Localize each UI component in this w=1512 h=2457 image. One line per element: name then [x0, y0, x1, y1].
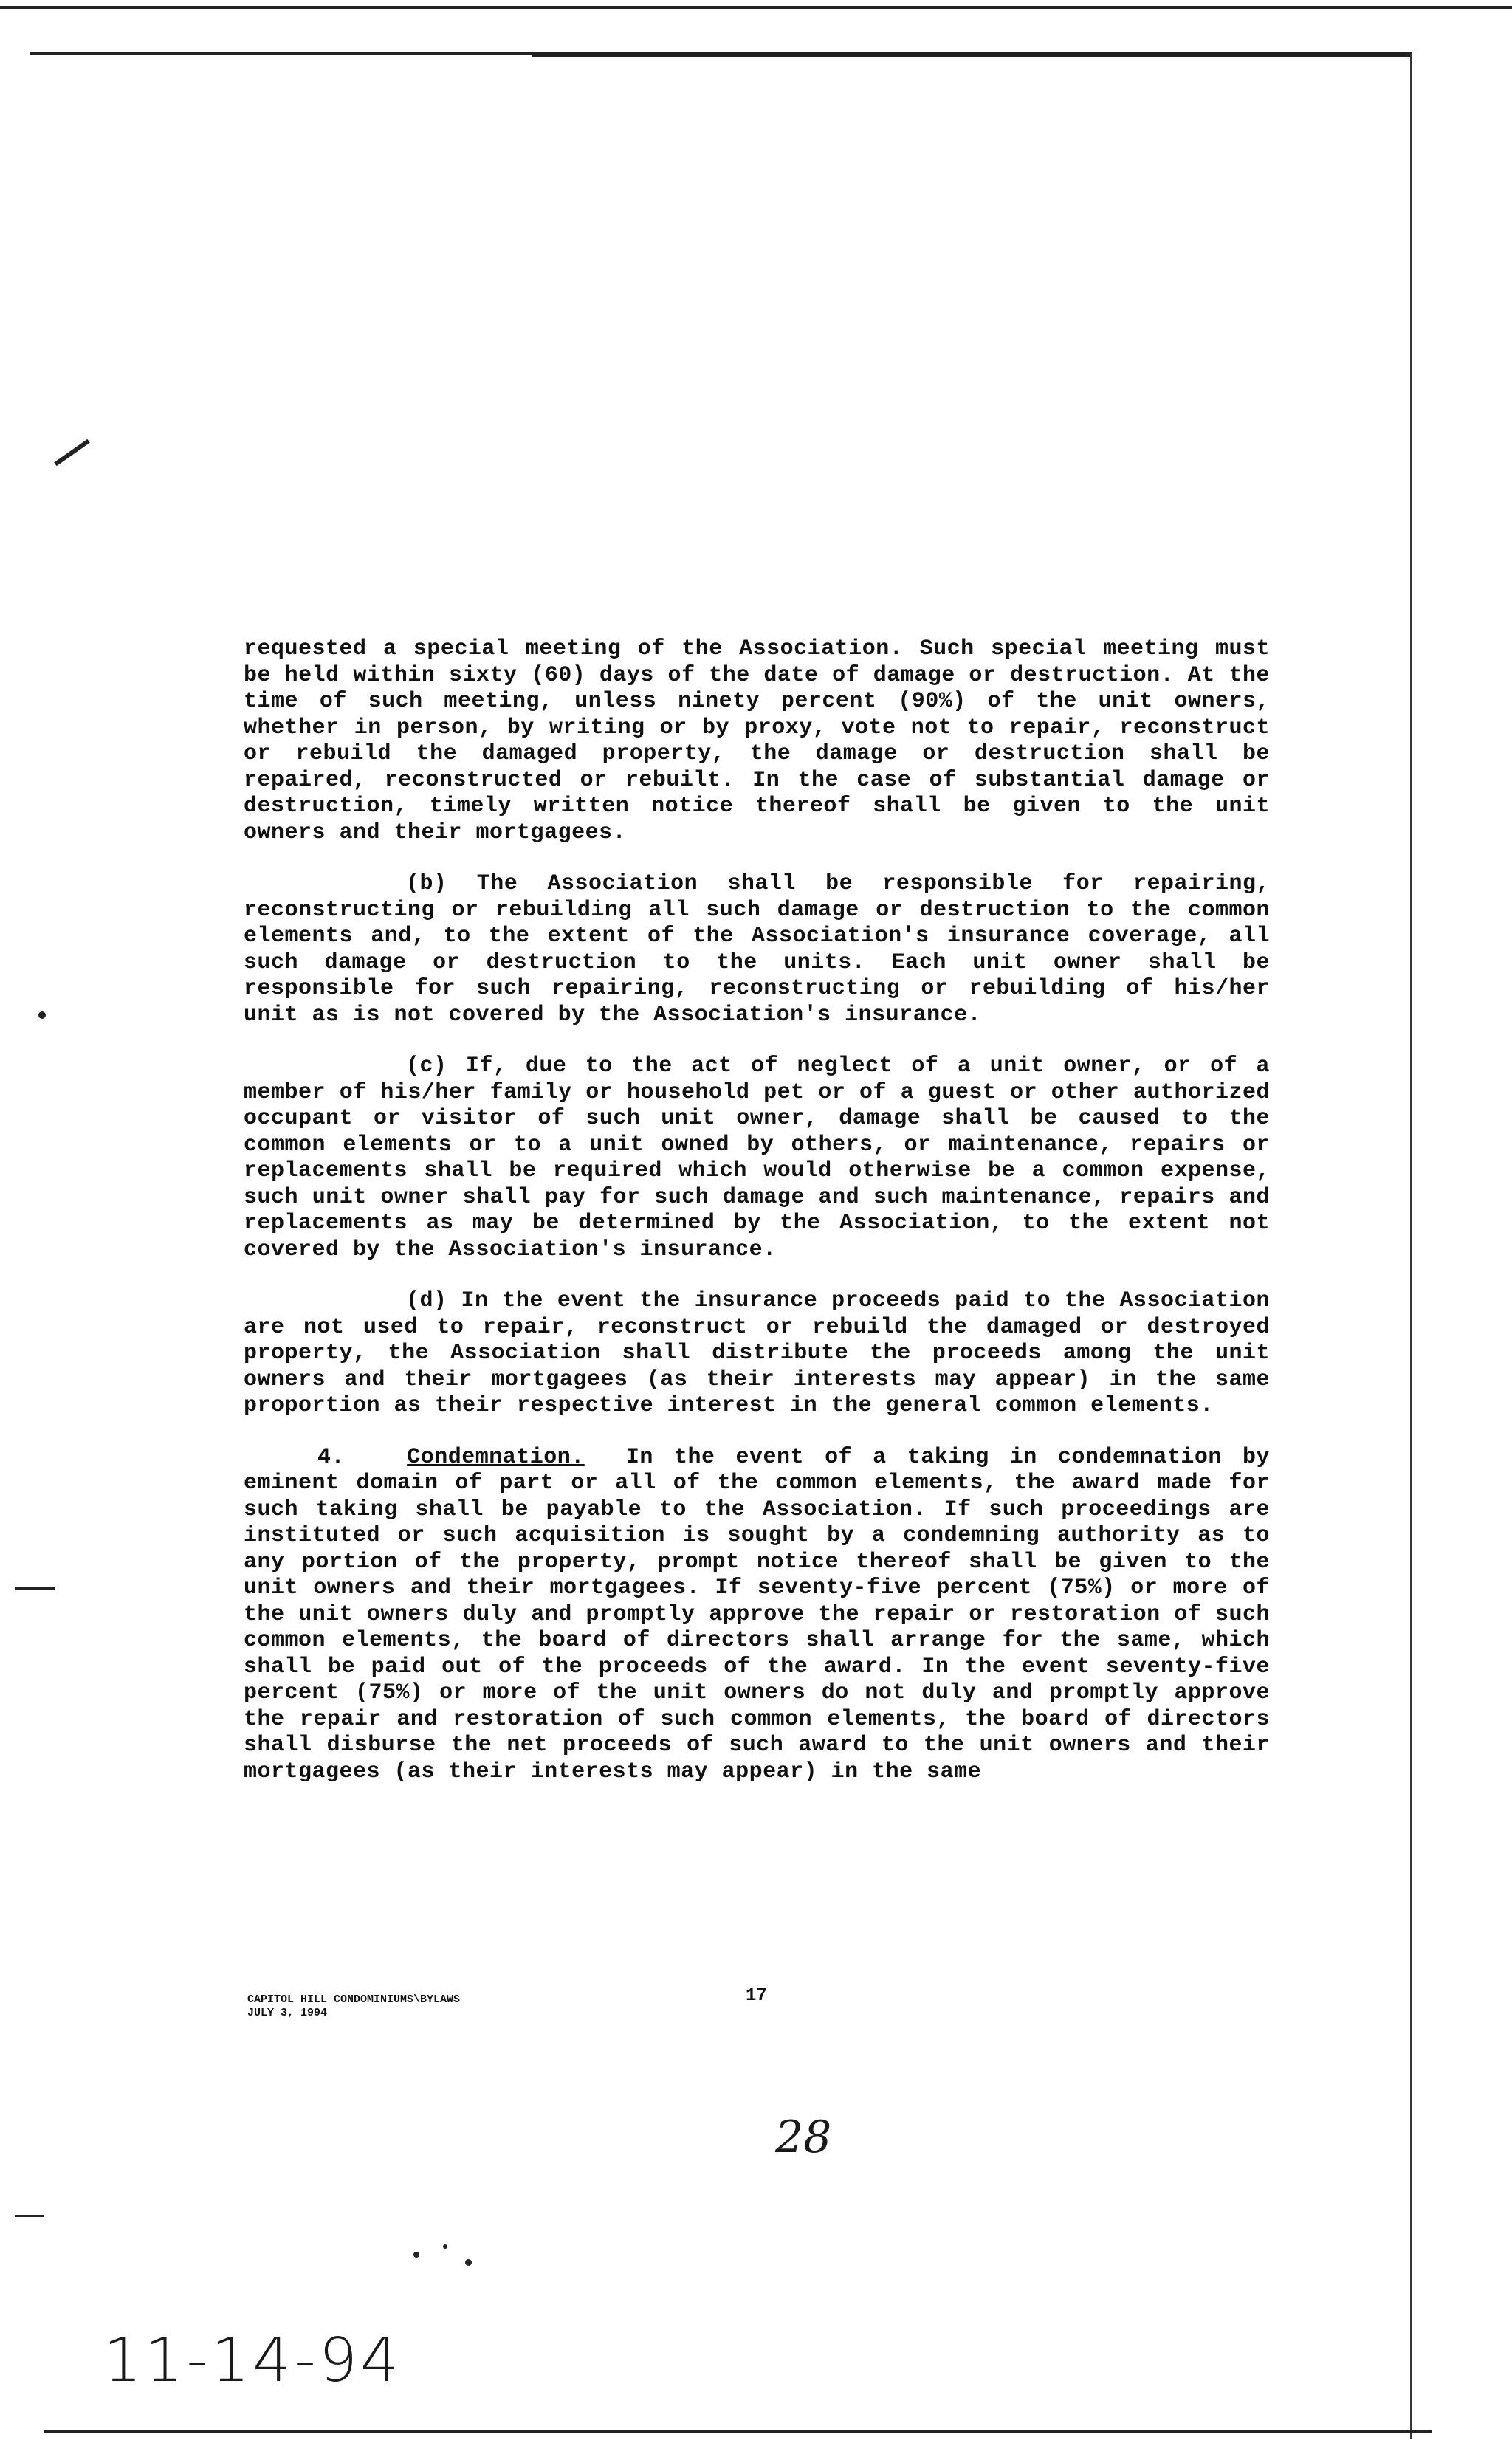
scan-top-border	[0, 6, 1512, 9]
section-4	[244, 1445, 1270, 1786]
speck	[465, 2259, 472, 2266]
page-number: 17	[746, 1986, 767, 2006]
speck	[443, 2244, 447, 2249]
section-4-text: In the event of a taking in condemnation by eminent domain of part or all of the common elements, the award made for such taking shall be payable to the Association. If such proceedings are instituted or such acquisition is sought by a condemning authority as to any portion of the property, prompt notice thereof shall be given to the unit owners and their mortgagees. If seventy-five percent (75%) or more of the unit owners duly and promptly approve the repair or restoration of such common elements, the board of directors shall arrange for the same, which shall be paid out of the proceeds of the award. In the event seventy-five percent (75%) or more of the unit owners do not duly and promptly approve the repair and restoration of such common elements, the board of directors shall disburse the net proceeds of such award to the unit owners and their mortgagees (as their interests may appear) in the same	[244, 1444, 1270, 1784]
document-body	[244, 636, 1270, 1810]
footer-file-line: CAPITOL HILL CONDOMINIUMS\BYLAWS	[247, 1993, 461, 2006]
handwritten-date: 11-14-94	[103, 2326, 402, 2396]
handwritten-page-mark: 28	[775, 2111, 832, 2163]
paragraph-b: (b) The Association shall be responsible for repairing, reconstructing or rebuilding all such damage or destruction to the common elements and, to the extent of the Association's insurance coverage, all such damage or destruction to the units. Each unit owner shall be responsible for such repairing, reconstructing or rebuilding of his/her unit as is not covered by the Association's insurance.	[244, 871, 1270, 1028]
speck	[38, 1011, 46, 1019]
left-margin-mark	[15, 2215, 44, 2217]
scan-bottom-rule	[44, 2430, 1432, 2433]
left-margin-mark	[15, 1587, 55, 1590]
document-footer	[247, 1993, 460, 2020]
section-4-number: 4.	[317, 1444, 346, 1470]
paragraph-d: (d) In the event the insurance proceeds paid to the Association are not used to repair, reconstruct or rebuild the damaged or destroyed property, the Association shall distribute the proceeds among the unit owners and their mortgagees (as their interests may appear) in the same proportion as their respective interest in the general common elements.	[244, 1288, 1270, 1418]
paragraph-c: (c) If, due to the act of neglect of a unit owner, or of a member of his/her family or household pet or of a guest or other authorized occupant or visitor of such unit owner, damage shall be caused to the common elements or to a unit owned by others, or maintenance, repairs or replacements shall be required which would otherwise be a common expense, such unit owner shall pay for such damage and such maintenance, repairs and replacements as may be determined by the Association, to the extent not covered by the Association's insurance.	[244, 1054, 1270, 1262]
speck	[413, 2252, 419, 2258]
section-4-heading: Condemnation.	[407, 1444, 585, 1470]
footer-date-line: JULY 3, 1994	[247, 2007, 328, 2019]
paragraph-continued: requested a special meeting of the Association. Such special meeting must be held within sixty (60) days of the date of damage or destruction. At the time of such meeting, unless ninety percent (90%) of the unit owners, whether in person, by writing or by proxy, vote not to repair, reconstruct or rebuild the damaged property, the damage or destruction shall be repaired, reconstructed or rebuilt. In the case of substantial damage or destruction, timely written notice thereof shall be given to the unit owners and their mortgagees.	[244, 636, 1270, 845]
